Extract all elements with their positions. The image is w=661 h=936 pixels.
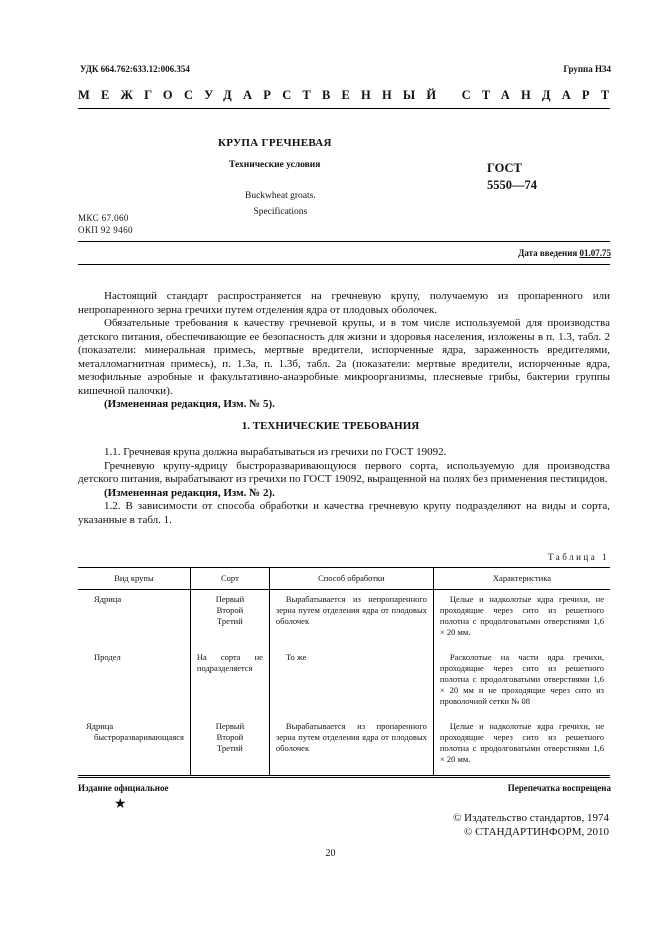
col-header-description: Характеристика — [433, 568, 610, 590]
date-rule — [78, 264, 610, 265]
cell-grade: Первый Второй Третий — [190, 717, 269, 776]
page-number: 20 — [325, 848, 336, 859]
reprint-prohibited: Перепечатка воспрещена — [507, 783, 611, 793]
effective-date-label: Дата введения — [518, 248, 578, 258]
table-row — [78, 590, 610, 649]
cell-grade: Первый Второй Третий — [190, 590, 269, 649]
clause-1-1: 1.1. Гречневая крупа должна вырабатываться из гречихи по ГОСТ 19092. — [104, 446, 447, 458]
copyright-standartinform: © СТАНДАРТИНФОРМ, 2010 — [464, 826, 609, 838]
gost-designation — [487, 160, 537, 194]
cell-kind: Ядрица — [94, 594, 122, 604]
col-header-grade: Сорт — [190, 568, 269, 590]
gost-number: 5550—74 — [487, 178, 537, 192]
english-title-line2: Specifications — [253, 207, 308, 217]
table-row — [78, 648, 610, 717]
col-header-method: Способ обработки — [269, 568, 433, 590]
effective-date-value: 01.07.75 — [579, 248, 611, 258]
gost-label: ГОСТ — [487, 161, 522, 175]
udk-code: УДК 664.762:633.12:006.354 — [80, 64, 190, 74]
amendment-note-2: (Измененная редакция, Изм. № 2). — [104, 486, 275, 499]
footer-rule — [78, 777, 610, 778]
document-title: КРУПА ГРЕЧНЕВАЯ — [218, 137, 332, 149]
cell-kind: Ядрица быстроразваривающаяся — [78, 717, 190, 776]
okp-code: ОКП 92 9460 — [78, 225, 133, 235]
intro-paragraph-1: Настоящий стандарт распространяется на гречневую крупу, получаемую из пропаренного или непропаренного зерна гречихи путем отделения ядра от плодовых оболочек. — [78, 290, 610, 316]
cell-grade: На сорта не подразделяется — [190, 648, 269, 717]
english-title — [245, 188, 316, 220]
clause-1-2: 1.2. В зависимости от способа обработки и качества гречневую крупу подразделяют на виды и сорта, указанные в табл. 1. — [78, 500, 610, 526]
english-title-line1: Buckwheat groats. — [245, 191, 316, 201]
header-rule — [78, 108, 610, 109]
top-header — [80, 64, 611, 74]
grade-table — [78, 567, 610, 776]
interstate-standard-banner: МЕЖГОСУДАРСТВЕННЫЙ СТАНДАРТ — [78, 88, 621, 102]
cell-method: Вырабатывается из непропаренного зерна путем отделения ядра от плодовых оболочек — [269, 590, 433, 649]
intro-section — [78, 290, 610, 412]
cell-description: Целые и надколотые ядра гречихи, не проходящие через сито из решетного полотна с продолговатыми отверстиями 1,6 × 20 мм. — [433, 717, 610, 776]
table-caption: Таблица 1 — [548, 552, 609, 562]
group-code: Группа Н34 — [563, 64, 611, 74]
table-row — [78, 717, 610, 776]
col-header-kind: Вид крупы — [78, 568, 190, 590]
clause-1-1-children: Гречневую крупу-ядрицу быстроразваривающуюся первого сорта, используемую для производства детского питания, вырабатывают из гречихи по ГОСТ 19092, выращенной на полях без применения пестицидов. — [78, 459, 610, 485]
intro-paragraph-2: Обязательные требования к качеству гречневой крупы, и в том числе используемой для производства детского питания, обеспечивающие ее безопасность для жизни и здоровья населения, изложены в п. 1.3, табл. 2 (показатели: минеральная примесь, мертвые вредители, испорченные ядра, зараженность вредителями, металломагнитная примесь), п. 1.3а, п. 1.3б, табл. 2а (показатели: мертвые вредители, испорченные ядра, мезофильные аэробные и факультативно-анаэробные микроорганизмы, плесневые грибы, бактерии группы кишечной палочки). — [78, 317, 610, 397]
section-heading: 1. ТЕХНИЧЕСКИЕ ТРЕБОВАНИЯ — [241, 420, 420, 432]
title-rule — [78, 241, 610, 242]
mks-code: МКС 67.060 — [78, 213, 129, 223]
cell-description: Целые и надколотые ядра гречихи, не проходящие через сито из решетного полотна с продолговатыми отверстиями 1,6 × 20 мм. — [433, 590, 610, 649]
classification-codes — [78, 212, 133, 236]
copyright-publisher: © Издательство стандартов, 1974 — [453, 812, 609, 824]
document-subtitle: Технические условия — [229, 160, 321, 170]
section-1-body — [78, 446, 610, 527]
cell-kind: Продел — [94, 652, 121, 662]
effective-date — [518, 248, 611, 258]
table-header-row — [78, 568, 610, 590]
cell-description: Расколотые на части ядра гречихи, проходящие через сито из решетного полотна с продолговатыми отверстиями 1,6 × 20 мм и не проходящие через сито из проволочной сетки № 08 — [433, 648, 610, 717]
star-icon: ★ — [114, 797, 127, 812]
cell-method: То же — [269, 648, 433, 717]
official-edition: Издание официальное — [78, 783, 169, 793]
amendment-note-5: (Измененная редакция, Изм. № 5). — [104, 398, 275, 410]
cell-method: Вырабатывается из пропаренного зерна путем отделения ядра от плодовых оболочек — [269, 717, 433, 776]
